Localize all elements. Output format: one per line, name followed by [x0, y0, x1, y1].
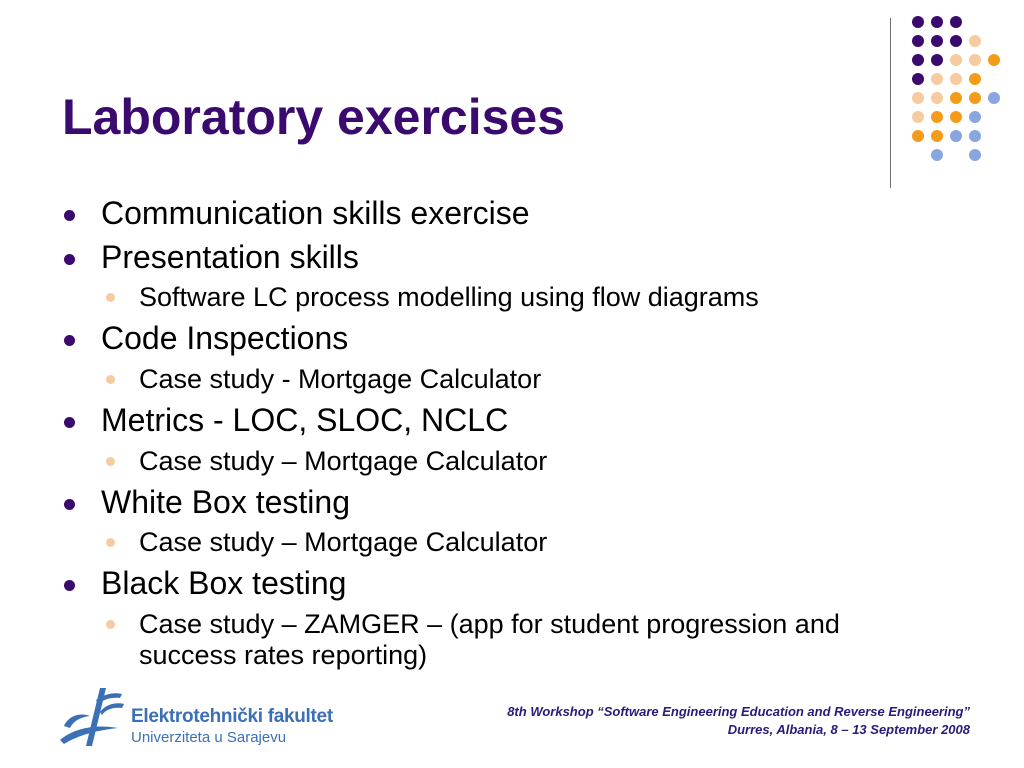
sub-list-item-text: Case study - Mortgage Calculator — [139, 364, 542, 394]
university-name: Univerziteta u Sarajevu — [131, 729, 287, 746]
dot — [912, 111, 924, 123]
sub-list-item-text: Case study – ZAMGER – (app for student progression and — [139, 609, 840, 639]
sub-list-item-text: Case study – Mortgage Calculator — [139, 446, 548, 476]
dot — [931, 73, 943, 85]
dot — [988, 92, 1000, 104]
dot — [969, 92, 981, 104]
dot — [950, 130, 962, 142]
dot — [912, 73, 924, 85]
faculty-name: Elektrotehnički fakultet — [131, 706, 333, 727]
list-item-text: Metrics - LOC, SLOC, NCLC — [101, 402, 509, 438]
sub-list-item-text: success rates reporting) — [139, 640, 428, 670]
faculty-logo — [56, 682, 333, 754]
footer-location-date-line: Durres, Albania, 8 – 13 September 2008 — [727, 722, 970, 737]
footer-workshop-line: 8th Workshop “Software Engineering Education and Reverse Engineering” — [507, 704, 970, 719]
list-item-text: Black Box testing — [101, 565, 347, 601]
sub-list-item-text: Case study – Mortgage Calculator — [139, 527, 548, 557]
list-item-text: Code Inspections — [101, 320, 349, 356]
bullet-dot-icon — [64, 499, 75, 510]
etf-logo-mark-icon — [56, 682, 128, 754]
bullet-dot-icon — [64, 254, 75, 265]
bullet-dot-icon — [64, 335, 75, 346]
dot — [969, 35, 981, 47]
bullet-dot-icon — [64, 580, 75, 591]
dot — [912, 16, 924, 28]
list-item-text: White Box testing — [101, 484, 350, 520]
list-item-text: Communication skills exercise — [101, 195, 530, 231]
dot — [988, 54, 1000, 66]
dot — [931, 149, 943, 161]
dot — [950, 35, 962, 47]
dot — [912, 54, 924, 66]
dot — [950, 16, 962, 28]
dot — [969, 73, 981, 85]
dot — [969, 111, 981, 123]
dot — [931, 130, 943, 142]
dot — [950, 92, 962, 104]
dot — [912, 130, 924, 142]
slide-footer — [507, 703, 970, 739]
bullet-dot-icon — [106, 538, 115, 547]
dot — [950, 111, 962, 123]
bullet-dot-icon — [64, 210, 75, 221]
dot — [931, 16, 943, 28]
dot — [912, 92, 924, 104]
dot — [931, 111, 943, 123]
bullet-dot-icon — [106, 620, 115, 629]
bullet-dot-icon — [106, 293, 115, 302]
bullet-dot-icon — [106, 457, 115, 466]
slide-title: Laboratory exercises — [62, 89, 566, 145]
dot — [931, 54, 943, 66]
sub-list-item-text: Software LC process modelling using flow diagrams — [139, 282, 759, 312]
dot — [931, 92, 943, 104]
decorative-dot-grid — [900, 10, 1020, 170]
title-divider-line — [890, 18, 891, 188]
dot — [950, 54, 962, 66]
list-item-text: Presentation skills — [101, 239, 359, 275]
dot — [969, 130, 981, 142]
dot — [969, 54, 981, 66]
bullet-dot-icon — [106, 375, 115, 384]
bullet-dot-icon — [64, 417, 75, 428]
dot — [950, 73, 962, 85]
dot — [969, 149, 981, 161]
dot — [931, 35, 943, 47]
dot — [912, 35, 924, 47]
